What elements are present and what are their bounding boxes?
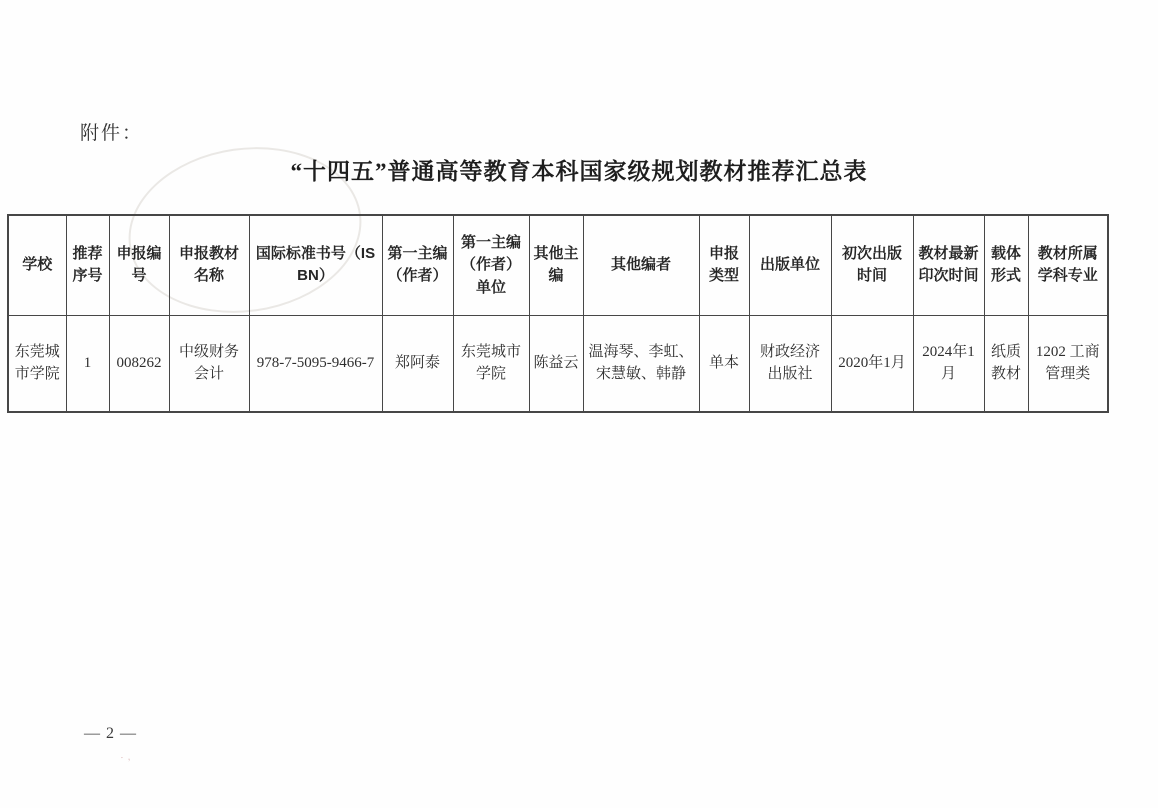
column-header-recommend-no: 推荐序号: [66, 215, 109, 315]
page-number: — 2 —: [84, 725, 137, 742]
cell-recommend-no: 1: [66, 315, 109, 412]
cell-other-chief-editors: 陈益云: [529, 315, 583, 412]
cell-publisher: 财政经济出版社: [749, 315, 831, 412]
column-header-discipline: 教材所属学科专业: [1028, 215, 1108, 315]
column-header-other-chief-editors: 其他主编: [529, 215, 583, 315]
cell-first-publish-time: 2020年1月: [831, 315, 913, 412]
cell-latest-print-time: 2024年1月: [913, 315, 984, 412]
cell-application-type: 单本: [699, 315, 749, 412]
cell-discipline: 1202 工商管理类: [1028, 315, 1108, 412]
column-header-other-editors: 其他编者: [583, 215, 699, 315]
cell-first-editor-unit: 东莞城市学院: [453, 315, 529, 412]
cell-first-editor: 郑阿泰: [382, 315, 453, 412]
column-header-textbook-name: 申报教材名称: [169, 215, 249, 315]
textbook-summary-table: [7, 214, 1109, 413]
cell-isbn: 978-7-5095-9466-7: [249, 315, 382, 412]
table-header-row: [8, 215, 1108, 315]
column-header-school: 学校: [8, 215, 66, 315]
column-header-publisher: 出版单位: [749, 215, 831, 315]
cell-textbook-name: 中级财务会计: [169, 315, 249, 412]
column-header-first-editor: 第一主编（作者）: [382, 215, 453, 315]
column-header-isbn: 国际标准书号（ISBN）: [249, 215, 382, 315]
cell-school: 东莞城市学院: [8, 315, 66, 412]
attachment-label: 附件：: [80, 123, 144, 144]
column-header-first-publish-time: 初次出版时间: [831, 215, 913, 315]
column-header-latest-print-time: 教材最新印次时间: [913, 215, 984, 315]
column-header-application-type: 申报类型: [699, 215, 749, 315]
cell-other-editors: 温海琴、李虹、宋慧敏、韩静: [583, 315, 699, 412]
cell-application-no: 008262: [109, 315, 169, 412]
column-header-first-editor-unit: 第一主编（作者）单位: [453, 215, 529, 315]
column-header-application-no: 申报编号: [109, 215, 169, 315]
scan-speck-artifact: ·﹐: [119, 750, 135, 765]
document-title: “十四五”普通高等教育本科国家级规划教材推荐汇总表: [290, 159, 868, 184]
table-row: [8, 315, 1108, 412]
column-header-carrier-form: 载体形式: [984, 215, 1028, 315]
cell-carrier-form: 纸质教材: [984, 315, 1028, 412]
